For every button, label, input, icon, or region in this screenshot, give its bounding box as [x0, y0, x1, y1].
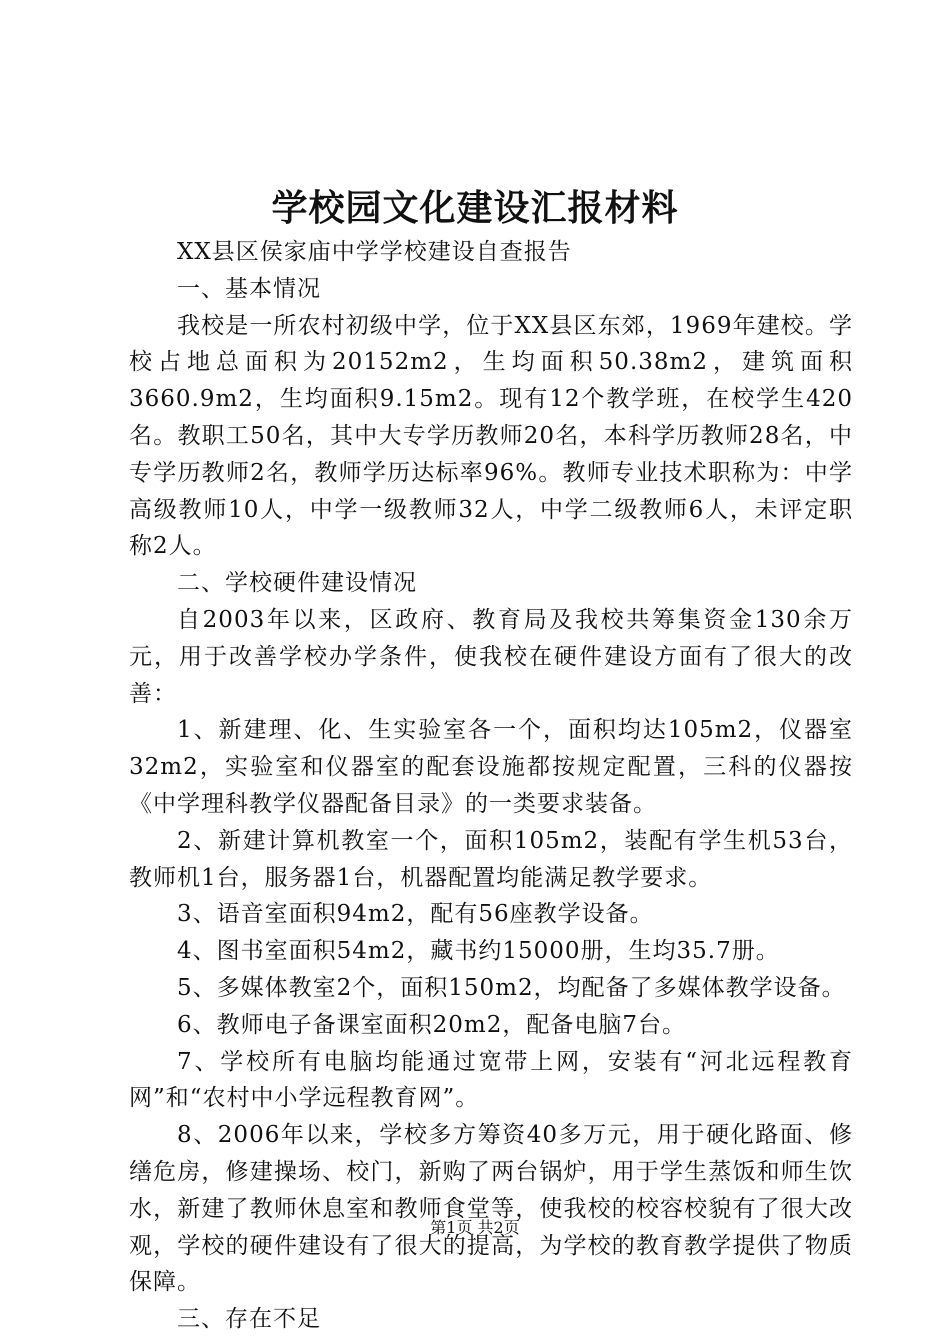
section-heading-hardware: 二、学校硬件建设情况 — [177, 570, 417, 597]
list-item-labs: 1、新建理、化、生实验室各一个，面积均达105m2，仪器室32m2，实验室和仪器室的配套设施都按规定配置，三科的仪器按《中学理科教学仪器配备目录》的一类要求装备。 — [129, 717, 853, 817]
list-item-funding: 8、2006年以来，学校多方筹资40多万元，用于硬化路面、修缮危房，修建操场、校门，新购了两台锅炉，用于学生蒸饭和师生饮水，新建了教师休息室和教师食堂等，使我校的校容校貌有了很大改观，学校的硬件建设有了很大的提高，为学校的教育教学提供了物质保障。 — [129, 1122, 853, 1296]
list-item-language-room: 3、语音室面积94m2，配有56座教学设备。 — [177, 901, 654, 928]
report-subtitle: XX县区侯家庙中学学校建设自查报告 — [177, 239, 572, 265]
page-number-footer: 第1页 共2页 — [430, 1218, 520, 1237]
paragraph-hardware-intro: 自2003年以来，区政府、教育局及我校共筹集资金130余万元，用于改善学校办学条件，使我校在硬件建设方面有了很大的改善： — [129, 606, 853, 707]
document-title: 学校园文化建设汇报材料 — [271, 187, 679, 229]
document-body — [129, 234, 853, 1338]
list-item-library: 4、图书室面积54m2，藏书约15000册，生均35.7册。 — [177, 938, 780, 965]
list-item-lesson-prep-room: 6、教师电子备课室面积20m2，配备电脑7台。 — [177, 1011, 686, 1038]
list-item-internet: 7、学校所有电脑均能通过宽带上网，安装有“河北远程教育网”和“农村中小学远程教育网”。 — [129, 1048, 853, 1112]
list-item-multimedia: 5、多媒体教室2个，面积150m2，均配备了多媒体教学设备。 — [177, 974, 846, 1001]
section-heading-basic-info: 一、基本情况 — [177, 275, 321, 302]
paragraph-basic-info: 我校是一所农村初级中学，位于XX县区东郊，1969年建校。学校占地总面积为20152m2，生均面积50.38m2，建筑面积3660.9m2，生均面积9.15m2。现有12个教学班，在校学生420名。教职工50名，其中大专学历教师20名，本科学历教师28名，中专学历教师2名，教师学历达标率96%。教师专业技术职称为：中学高级教师10人，中学一级教师32人，中学二级教师6人，未评定职称2人。 — [129, 312, 853, 560]
list-item-computer-room: 2、新建计算机教室一个，面积105m2，装配有学生机53台，教师机1台，服务器1台，机器配置均能满足教学要求。 — [129, 827, 853, 891]
section-heading-shortcomings: 三、存在不足 — [177, 1306, 321, 1333]
